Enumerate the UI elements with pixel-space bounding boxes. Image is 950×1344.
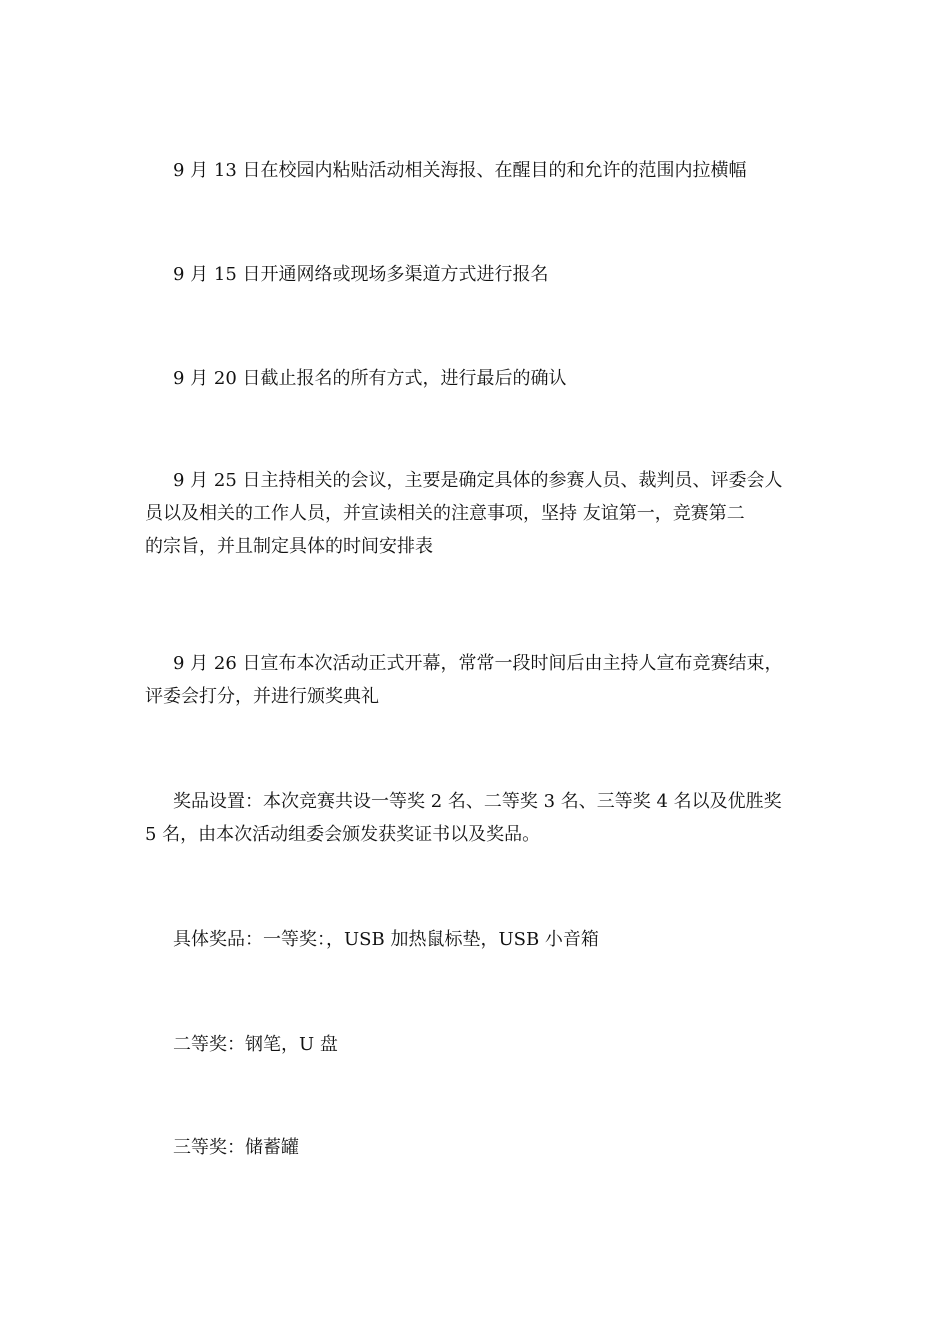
paragraph-prize-settings (145, 785, 817, 851)
paragraph-line: 9 月 13 日在校园内粘贴活动相关海报、在醒目的和允许的范围内拉横幅 (173, 160, 747, 181)
paragraph-second-prize (145, 1028, 817, 1061)
paragraph-opening (145, 647, 817, 713)
paragraph-third-prize (145, 1131, 817, 1164)
paragraph-first-prize (145, 923, 817, 956)
paragraph-line: 员以及相关的工作人员，并宣读相关的注意事项，坚持 友谊第一，竞赛第二 (145, 503, 745, 524)
paragraph-line: 三等奖：储蓄罐 (173, 1137, 299, 1158)
paragraph-line: 5 名，由本次活动组委会颁发获奖证书以及奖品。 (145, 824, 541, 845)
paragraph-poster-schedule (145, 154, 817, 187)
paragraph-line: 具体奖品：一等奖：，USB 加热鼠标垫，USB 小音箱 (173, 929, 599, 950)
paragraph-line: 9 月 25 日主持相关的会议，主要是确定具体的参赛人员、裁判员、评委会人 (173, 470, 783, 491)
paragraph-line: 评委会打分，并进行颁奖典礼 (145, 686, 379, 707)
paragraph-registration-open (145, 258, 817, 291)
paragraph-line: 奖品设置：本次竞赛共设一等奖 2 名、二等奖 3 名、三等奖 4 名以及优胜奖 (173, 791, 782, 812)
paragraph-line: 的宗旨，并且制定具体的时间安排表 (145, 536, 433, 557)
paragraph-line: 二等奖：钢笔，U 盘 (173, 1034, 338, 1055)
paragraph-line: 9 月 26 日宣布本次活动正式开幕，常常一段时间后由主持人宣布竞赛结束， (173, 653, 783, 674)
paragraph-line: 9 月 15 日开通网络或现场多渠道方式进行报名 (173, 264, 549, 285)
paragraph-meeting (145, 464, 817, 563)
paragraph-registration-close (145, 362, 817, 395)
paragraph-line: 9 月 20 日截止报名的所有方式，进行最后的确认 (173, 368, 567, 389)
